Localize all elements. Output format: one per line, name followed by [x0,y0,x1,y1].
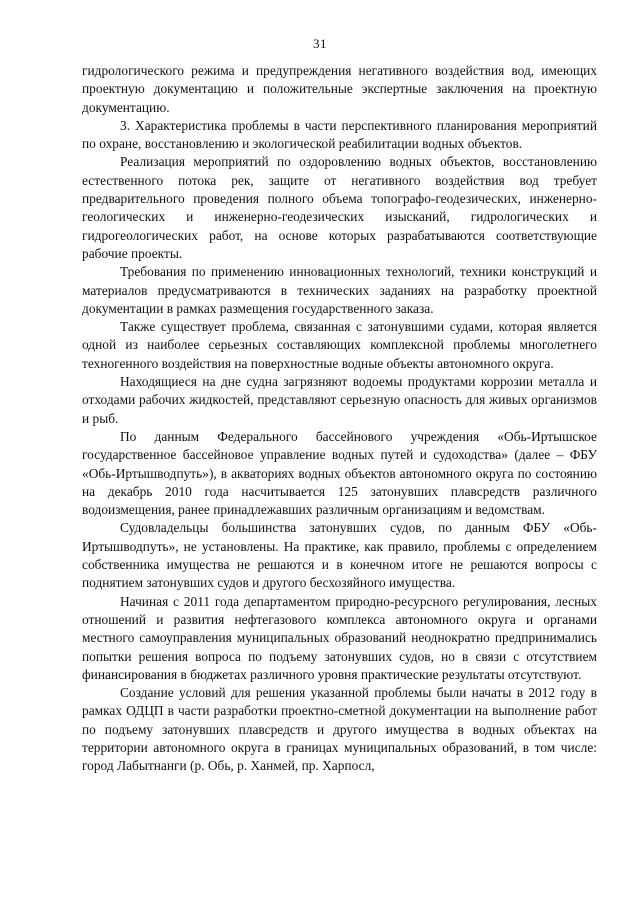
paragraph: Реализация мероприятий по оздоровлению водных объектов, восстановлению естественного потока рек, защите от негативного воздействия вод требует предварительного проведения полного объема топографо-геодезических, инженерно-геологических и инженерно-геодезических изысканий, гидрологических и гидрогеологических работ, на основе которых разрабатываются соответствующие рабочие проекты. [82,154,597,261]
paragraph: Требования по применению инновационных технологий, техники конструкций и материалов предусматриваются в технических заданиях на разработку проектной документации в рамках размещения государственного заказа. [82,264,597,316]
paragraph: Находящиеся на дне судна загрязняют водоемы продуктами коррозии металла и отходами рабочих жидкостей, представляют серьезную опасность для живых организмов и рыб. [82,374,597,426]
paragraph: По данным Федерального бассейнового учреждения «Обь-Иртышское государственное бассейновое управление водных путей и судоходства» (далее – ФБУ «Обь-Иртышводпуть»), в акваториях водных объектов автономного округа по состоянию на декабрь 2010 года насчитывается 125 затонувших плавсредств различного водоизмещения, ранее принадлежавших различным организациям и ведомствам. [82,428,597,518]
paragraph: Начиная с 2011 года департаментом природно-ресурсного регулирования, лесных отношений и развития нефтегазового комплекса автономного округа и органами местного самоуправления муниципальных образований неоднократно предпринимались попытки решения вопроса по подъему затонувших судов, но в связи с отсутствием финансирования в бюджетах различного уровня практические результаты отсутствуют. [82,593,597,682]
page-number: 31 [313,36,327,51]
paragraph: Также существует проблема, связанная с затонувшими судами, которая является одной из наиболее серьезных составляющих комплексной проблемы многолетнего техногенного воздействия на поверхностные водные объекты автономного округа. [82,319,597,371]
paragraph: Создание условий для решения указанной проблемы были начаты в 2012 году в рамках ОДЦП в части разработки проектно-сметной документации на выполнение работ по подъему затонувших плавсредств и другого имущества в водных объектах на территории автономного округа в границах муниципальных образований, в том числе: город Лабытнанги (р. Обь, р. Ханмей, пр. Харпосл, [82,685,597,774]
paragraph-section-heading: 3. Характеристика проблемы в части перспективного планирования мероприятий по охране, восстановлению и экологической реабилитации водных объектов. [82,117,597,152]
paragraph: Судовладельцы большинства затонувших судов, по данным ФБУ «Обь-Иртышводпуть», не установлены. На практике, как правило, проблемы с определением собственника имущества не решаются и в конечном итоге не решаются вопросы с поднятием затонувших судов и другого бесхозяйного имущества. [82,520,597,591]
document-body [82,62,597,776]
paragraph-continuation: гидрологического режима и предупреждения негативного воздействия вод, имеющих проектную документацию и положительные экспертные заключения на проектную документацию. [82,63,597,115]
